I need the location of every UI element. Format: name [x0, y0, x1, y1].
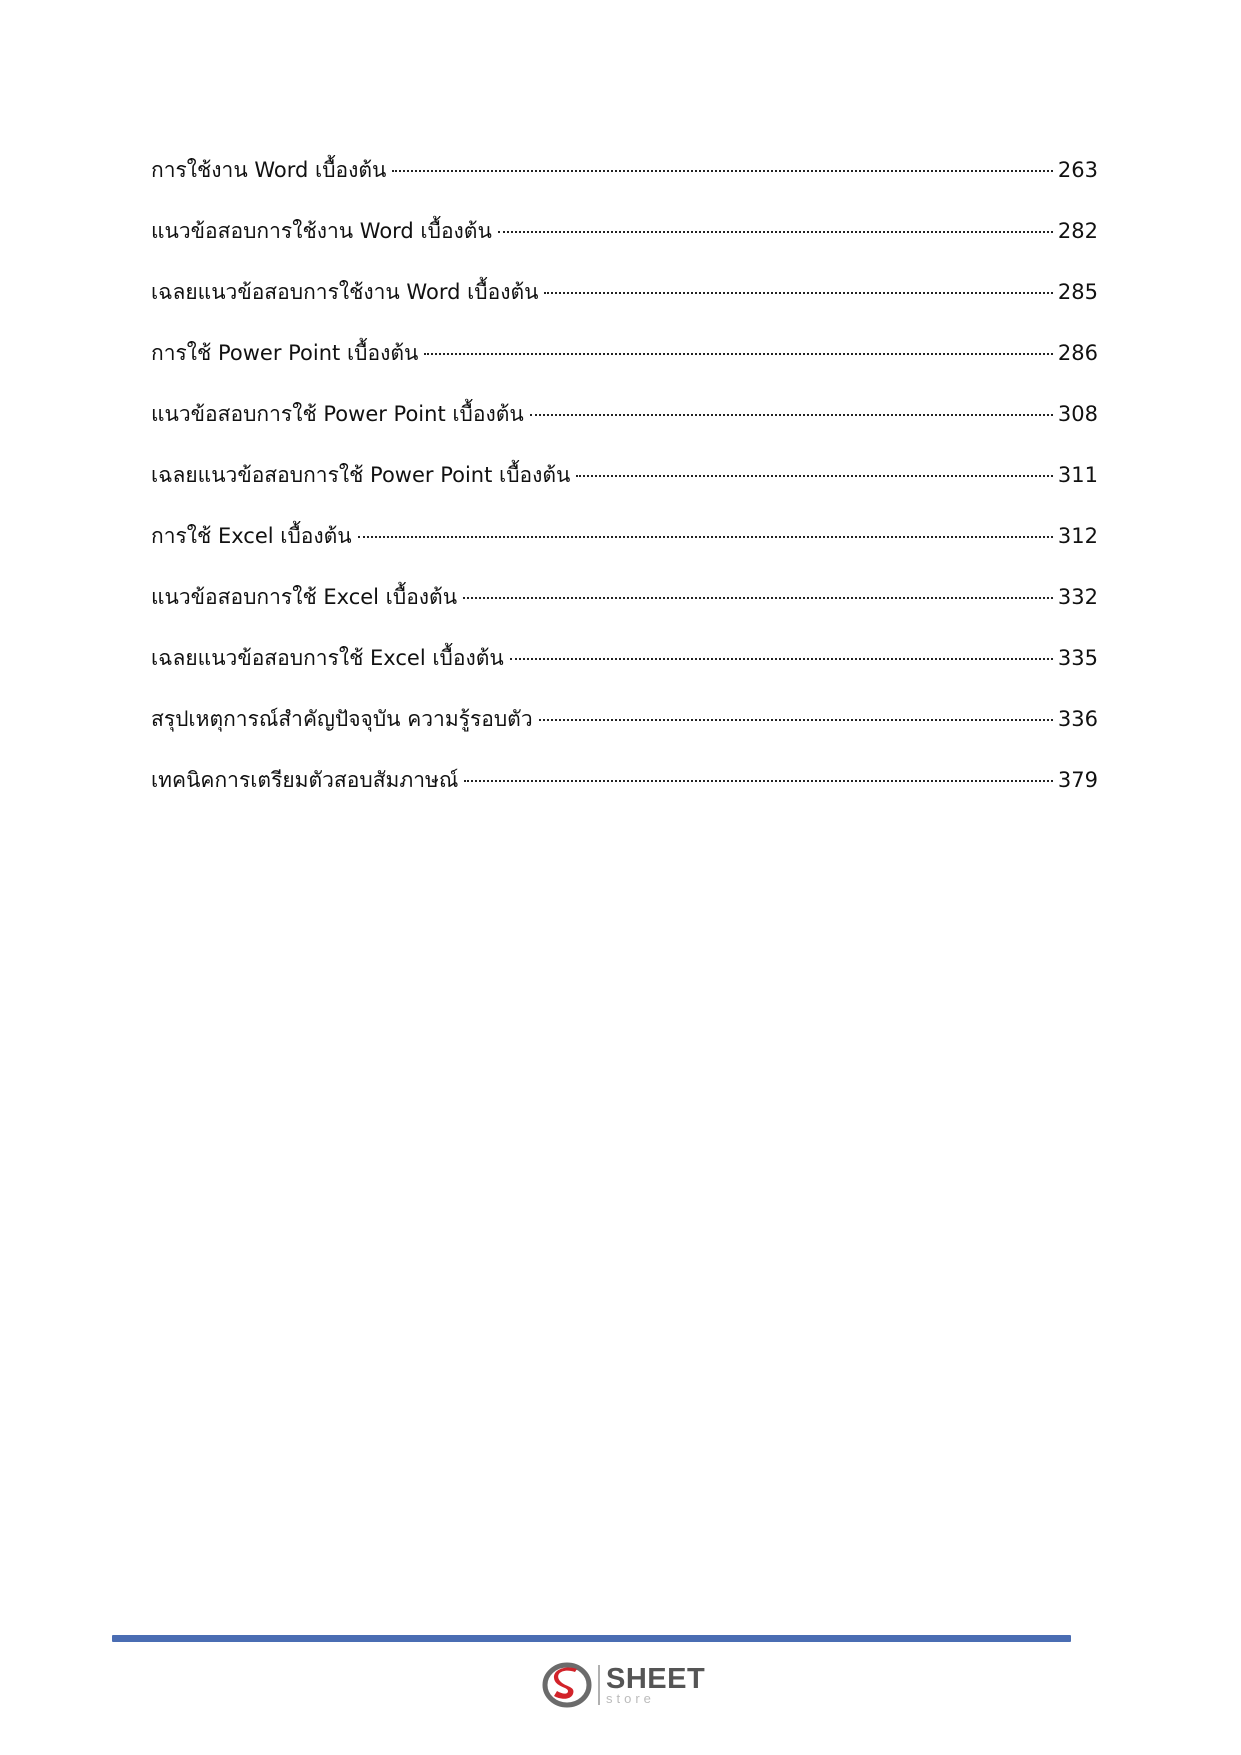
toc-dot-leader [358, 536, 1053, 538]
toc-entry-title: เฉลยแนวข้อสอบการใช้ Power Point เบื้องต้น [151, 463, 571, 487]
toc-entry-page-number: 311 [1057, 463, 1098, 487]
toc-dot-leader [464, 780, 1053, 782]
logo-separator [598, 1665, 600, 1705]
toc-dot-leader [498, 231, 1053, 233]
toc-entry[interactable] [151, 394, 1098, 455]
toc-entry-page-number: 336 [1057, 707, 1098, 731]
toc-entry-title: การใช้ Power Point เบื้องต้น [151, 341, 419, 365]
toc-dot-leader [424, 353, 1053, 355]
toc-entry-title: สรุปเหตุการณ์สำคัญปัจจุบัน ความรู้รอบตัว [151, 707, 533, 731]
toc-entry-title: การใช้งาน Word เบื้องต้น [151, 158, 387, 182]
toc-dot-leader [530, 414, 1053, 416]
toc-entry-title: การใช้ Excel เบื้องต้น [151, 524, 352, 548]
toc-entry-page-number: 263 [1057, 158, 1098, 182]
toc-entry-title: แนวข้อสอบการใช้งาน Word เบื้องต้น [151, 219, 492, 243]
toc-dot-leader [392, 170, 1053, 172]
toc-dot-leader [539, 719, 1053, 721]
toc-entry[interactable] [151, 455, 1098, 516]
toc-entry[interactable] [151, 150, 1098, 211]
toc-entry-title: เฉลยแนวข้อสอบการใช้ Excel เบื้องต้น [151, 646, 504, 670]
toc-entry[interactable] [151, 699, 1098, 760]
sheet-store-logo [542, 1660, 714, 1710]
toc-entry-title: แนวข้อสอบการใช้ Power Point เบื้องต้น [151, 402, 524, 426]
toc-entry[interactable] [151, 760, 1098, 821]
toc-entry[interactable] [151, 333, 1098, 394]
toc-entry-page-number: 282 [1057, 219, 1098, 243]
toc-entry-page-number: 312 [1057, 524, 1098, 548]
toc-entry-page-number: 285 [1057, 280, 1098, 304]
toc-dot-leader [463, 597, 1053, 599]
toc-dot-leader [510, 658, 1053, 660]
toc-entry-title: เทคนิคการเตรียมตัวสอบสัมภาษณ์ [151, 768, 459, 792]
toc-entry-page-number: 286 [1057, 341, 1098, 365]
toc-entry-title: เฉลยแนวข้อสอบการใช้งาน Word เบื้องต้น [151, 280, 539, 304]
toc-entry[interactable] [151, 516, 1098, 577]
logo-subword: store [606, 1691, 655, 1706]
toc-entry[interactable] [151, 638, 1098, 699]
logo-word: SHEET [606, 1663, 706, 1695]
toc-dot-leader [544, 292, 1052, 294]
toc-entry-page-number: 335 [1057, 646, 1098, 670]
toc-entry[interactable] [151, 577, 1098, 638]
toc-entry[interactable] [151, 272, 1098, 333]
toc-entry-page-number: 379 [1057, 768, 1098, 792]
footer-rule [112, 1635, 1071, 1642]
toc-entry-title: แนวข้อสอบการใช้ Excel เบื้องต้น [151, 585, 458, 609]
logo-text [606, 1665, 705, 1705]
toc-entry-page-number: 332 [1057, 585, 1098, 609]
toc-entry-page-number: 308 [1057, 402, 1098, 426]
toc-entry[interactable] [151, 211, 1098, 272]
table-of-contents [151, 150, 1098, 821]
toc-dot-leader [576, 475, 1053, 477]
sheet-store-logo-icon [542, 1660, 592, 1710]
